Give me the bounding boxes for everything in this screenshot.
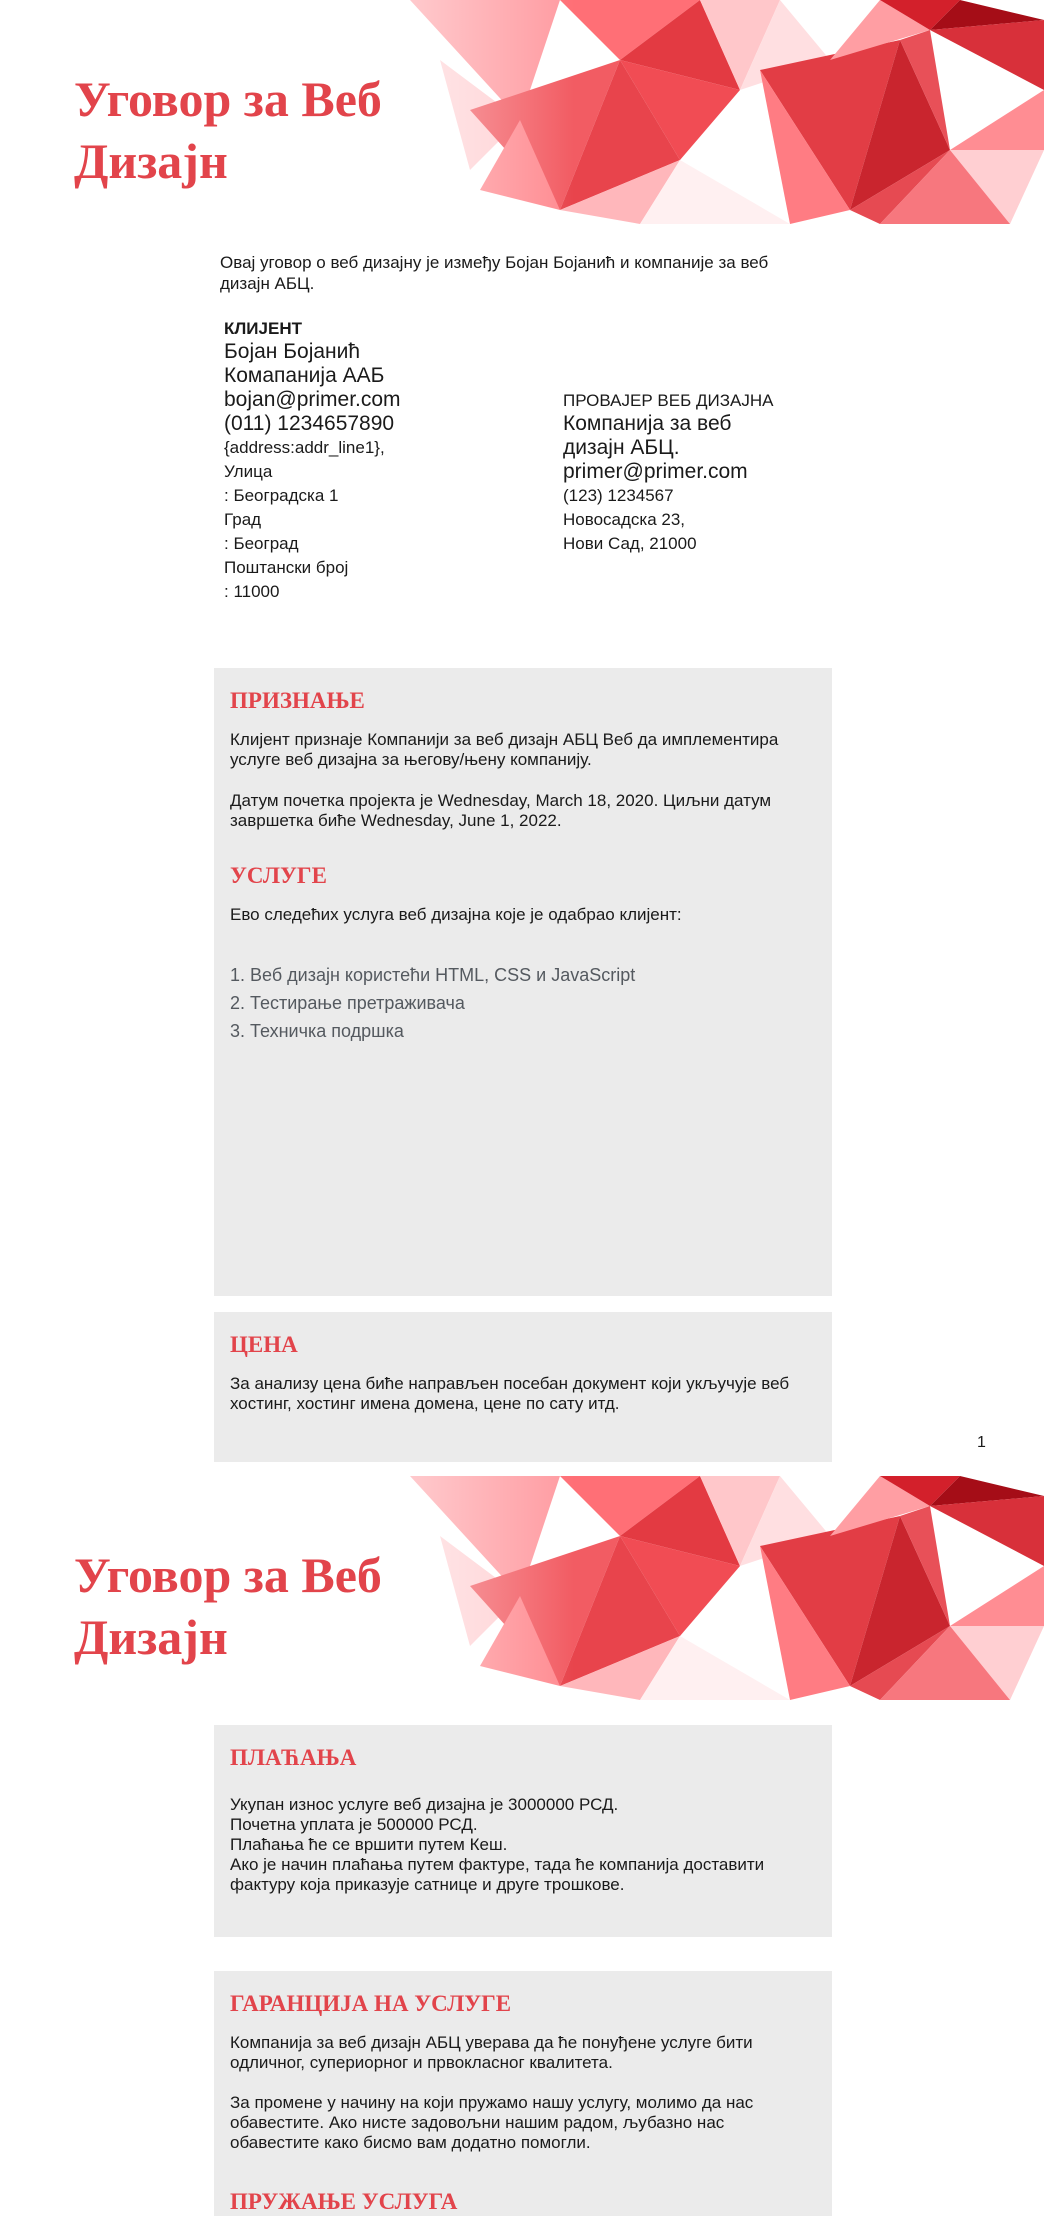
- payment-line: Почетна уплата је 500000 РСД.: [230, 1815, 478, 1834]
- payment-line: Плаћања ће се вршити путем Кеш.: [230, 1835, 508, 1854]
- client-email: bojan@primer.com: [224, 388, 401, 411]
- client-address-line: Улица: [224, 462, 273, 481]
- services-list: [230, 961, 816, 1045]
- guarantee-changes-text: За промене у начину на који пружамо нашу услугу, молимо да нас обавестите. Ако нисте задовољни нашим радом, љубазно нас обавестите како бисмо вам додатно помогли.: [230, 2093, 754, 2152]
- payment-line: Укупан износ услуге веб дизајна је 3000000 РСД.: [230, 1795, 619, 1814]
- services-intro: Ево следећих услуга веб дизајна које је одабрао клијент:: [230, 905, 682, 924]
- provider-company: Компанија за веб: [563, 412, 732, 435]
- list-item: 1. Веб дизајн користећи HTML, CSS и JavaScript: [230, 965, 636, 985]
- list-item: 3. Техничка подршка: [230, 1021, 404, 1041]
- document-page-2: [0, 1476, 1044, 2216]
- acknowledgement-services-section: [214, 668, 832, 1296]
- client-address-line: {address:addr_line1},: [224, 438, 385, 457]
- list-item: 2. Тестирање претраживача: [230, 993, 465, 1013]
- price-text: За анализу цена биће направљен посебан документ који укључује веб хостинг, хостинг имена домена, цене по сату итд.: [230, 1374, 790, 1413]
- section-heading: ПЛАЋАЊА: [230, 1745, 357, 1770]
- section-heading: ПРИЗНАЊЕ: [230, 688, 365, 713]
- project-dates-text: Датум почетка пројекта је Wednesday, March 18, 2020. Циљни датум завршетка биће Wednesday, June 1, 2022.: [230, 791, 772, 830]
- payments-section: [214, 1725, 832, 1937]
- price-section: [214, 1312, 832, 1462]
- section-heading: ПРУЖАЊЕ УСЛУГА: [230, 2189, 458, 2214]
- provider-street: Новосадска 23,: [563, 510, 686, 529]
- provider-company: дизајн АБЦ.: [563, 436, 680, 459]
- section-heading: УСЛУГЕ: [230, 863, 327, 888]
- client-heading: КЛИЈЕНТ: [224, 319, 302, 338]
- provider-city: Нови Сад, 21000: [563, 534, 697, 553]
- client-name: Бојан Бојанић: [224, 340, 361, 363]
- client-address-line: : Београд: [224, 534, 299, 553]
- provider-email: primer@primer.com: [563, 460, 748, 483]
- provider-block: [563, 390, 823, 556]
- payment-line: Ако је начин плаћања путем фактуре, тада ће компанија доставити фактуру која приказује сатнице и друге трошкове.: [230, 1855, 765, 1894]
- guarantee-text: Компанија за веб дизајн АБЦ уверава да ће понуђене услуге бити одличног, супериорног и првокласног квалитета.: [230, 2033, 753, 2072]
- acknowledgement-text: Клијент признаје Компанији за веб дизајн АБЦ Веб да имплементира услуге веб дизајна за његову/њену компанију.: [230, 730, 779, 769]
- client-address-line: : 11000: [224, 582, 280, 601]
- intro-text: Овај уговор о веб дизајну је између Бојан Бојанић и компаније за веб дизајн АБЦ.: [220, 253, 769, 293]
- client-address-line: Поштански број: [224, 558, 349, 577]
- page-number: 1: [977, 1434, 986, 1451]
- provider-phone: (123) 1234567: [563, 486, 674, 505]
- client-company: Комапанија ААБ: [224, 364, 385, 387]
- guarantee-section: [214, 1971, 832, 2216]
- client-address-line: Град: [224, 510, 262, 529]
- page-title: Уговор за Веб Дизајн: [74, 71, 382, 189]
- provider-heading: ПРОВАЈЕР ВЕБ ДИЗАЈНА: [563, 391, 774, 410]
- client-address-line: : Београдска 1: [224, 486, 339, 505]
- section-heading: ГАРАНЦИЈА НА УСЛУГЕ: [230, 1991, 512, 2016]
- client-phone: (011) 1234657890: [224, 412, 395, 435]
- section-heading: ЦЕНА: [230, 1332, 298, 1357]
- page-title: Уговор за Веб Дизајн: [74, 1547, 382, 1665]
- client-block: [224, 318, 524, 604]
